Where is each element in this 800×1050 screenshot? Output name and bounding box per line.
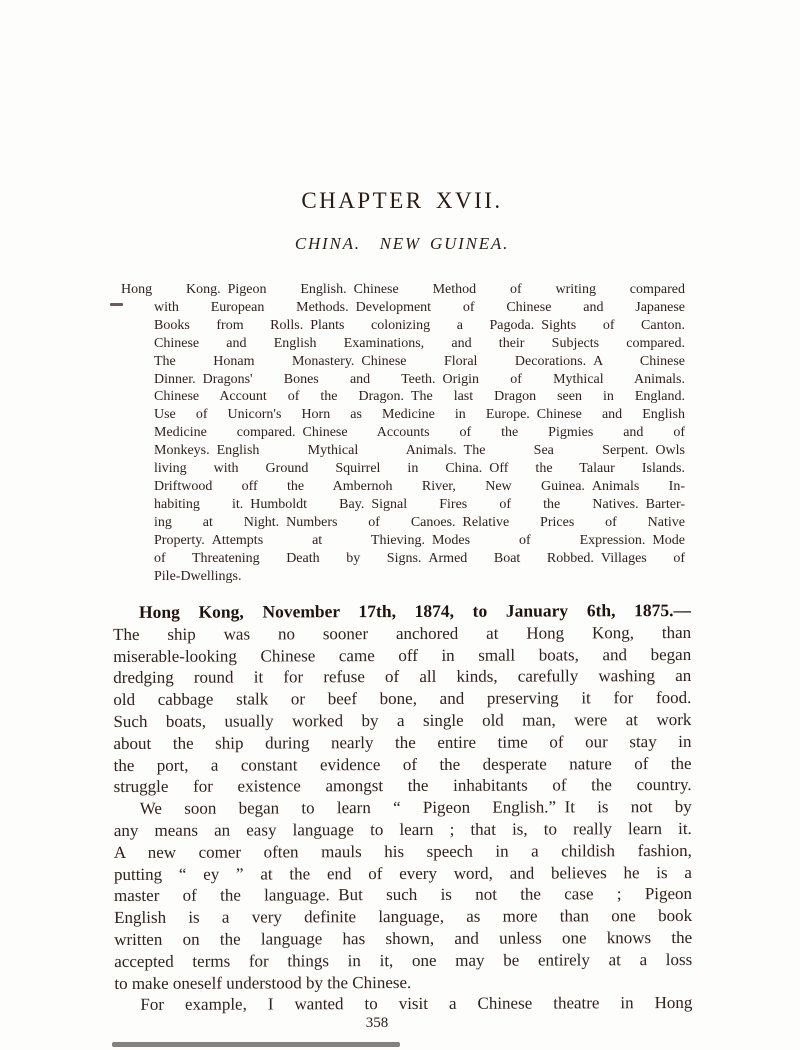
synopsis-line: Chinese Account of the Dragon. The last Dragon seen in England.	[154, 389, 685, 405]
synopsis-line: Pile-Dwellings.	[154, 568, 242, 584]
synopsis-line: Driftwood off the Ambernoh River, New Guinea. Animals In-	[154, 478, 685, 494]
synopsis-line: Medicine compared. Chinese Accounts of the Pigmies and of	[154, 425, 685, 441]
synopsis-line: Books from Rolls. Plants colonizing a Pagoda. Sights of Canton.	[154, 317, 685, 333]
scan-artifact-bottom-line	[112, 1042, 400, 1047]
synopsis-line: habiting it. Humboldt Bay. Signal Fires of the Natives. Barter-	[154, 496, 685, 512]
synopsis-line: Dinner. Dragons' Bones and Teeth. Origin of Mythical Animals.	[154, 371, 685, 387]
body-line: the port, a constant evidence of the desperate nature of the	[113, 753, 692, 775]
body-line: to make oneself understood by the Chinese.	[114, 972, 412, 993]
synopsis-line: The Honam Monastery. Chinese Floral Decorations. A Chinese	[154, 353, 685, 369]
synopsis-line: of Threatening Death by Signs. Armed Boat Robbed. Villages of	[154, 550, 685, 566]
synopsis-line: Property. Attempts at Thieving. Modes of Expression. Mode	[154, 532, 685, 548]
body-line: For example, I wanted to visit a Chinese theatre in Hong	[140, 993, 693, 1015]
body-line: The ship was no sooner anchored at Hong Kong, than	[113, 622, 692, 644]
body-line: accepted terms for things in it, one may be entirely at a loss	[114, 949, 693, 971]
body-line: about the ship during nearly the entire time of our stay in	[113, 731, 692, 753]
body-line: We soon began to learn “ Pigeon English.” It is not by	[139, 797, 692, 819]
body-line: Hong Kong, November 17th, 1874, to January 6th, 1875.—	[139, 599, 692, 622]
synopsis-line: ing at Night. Numbers of Canoes. Relative Prices of Native	[154, 514, 685, 530]
synopsis-line: Use of Unicorn's Horn as Medicine in Europe. Chinese and English	[154, 407, 685, 423]
synopsis-line: Chinese and English Examinations, and their Subjects compared.	[154, 335, 685, 351]
body-line: dredging round it for refuse of all kinds, carefully washing an	[113, 666, 692, 688]
chapter-subtitle: CHINA. NEW GUINEA.	[294, 234, 510, 253]
synopsis-line: with European Methods. Development of Chinese and Japanese	[154, 299, 685, 315]
body-line: English is a very definite language, as more than one book	[114, 906, 693, 928]
synopsis-line: Monkeys. English Mythical Animals. The Sea Serpent. Owls	[154, 443, 685, 459]
body-text	[113, 600, 692, 1016]
page-number: 358	[365, 1015, 389, 1031]
chapter-synopsis	[121, 281, 685, 585]
body-line: old cabbage stalk or beef bone, and preserving it for food.	[113, 688, 692, 710]
body-line: A new comer often mauls his speech in a childish fashion,	[113, 840, 692, 862]
synopsis-line: living with Ground Squirrel in China. Off the Talaur Islands.	[154, 461, 685, 477]
body-line: any means an easy language to learn ; that is, to really learn it.	[113, 818, 692, 840]
body-line: Such boats, usually worked by a single old man, were at work	[113, 709, 692, 731]
body-line: struggle for existence amongst the inhabitants of the country.	[113, 775, 692, 797]
chapter-heading: CHAPTER XVII.	[301, 188, 503, 213]
synopsis-line: Hong Kong. Pigeon English. Chinese Method of writing compared	[121, 282, 685, 297]
body-line: master of the language. But such is not the case ; Pigeon	[113, 884, 693, 906]
body-line: putting “ ey ” at the end of every word, and believes he is a	[113, 862, 692, 884]
body-line: miserable-looking Chinese came off in small boats, and began	[113, 644, 692, 666]
body-line: written on the language has shown, and unless one knows the	[114, 927, 693, 949]
